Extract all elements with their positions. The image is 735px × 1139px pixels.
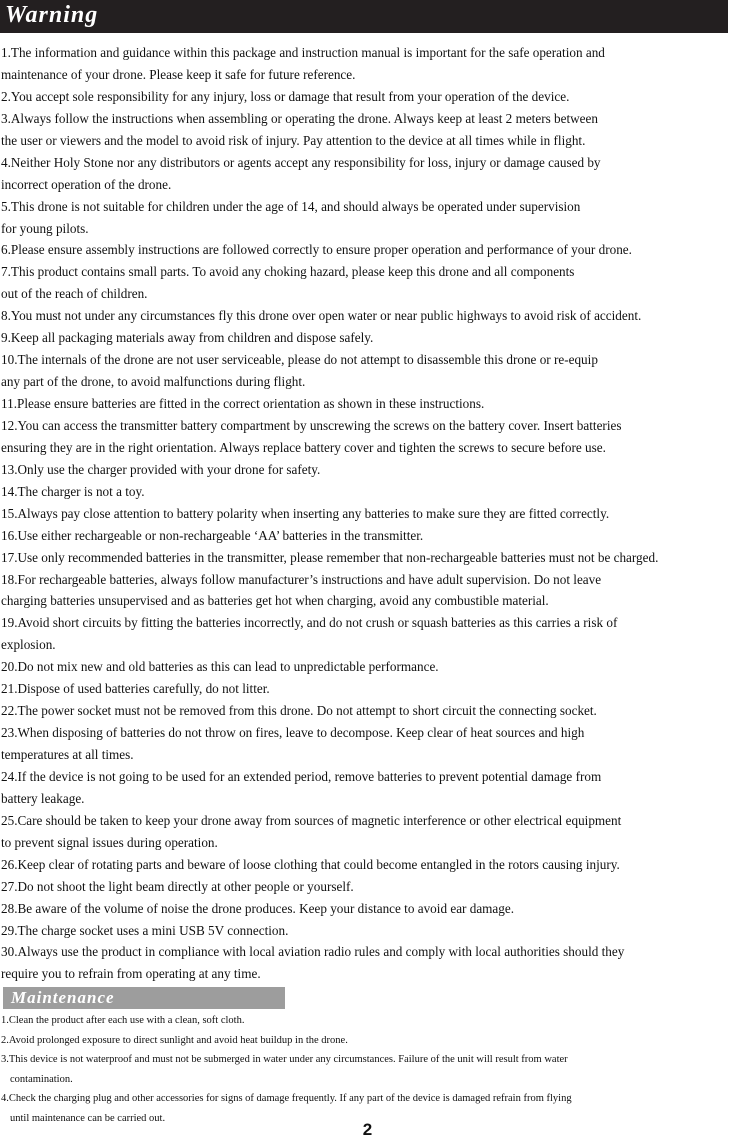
warning-line: 27.Do not shoot the light beam directly at other people or yourself. bbox=[1, 878, 354, 894]
warning-line: 21.Dispose of used batteries carefully, do not litter. bbox=[1, 681, 270, 697]
warning-line: 7.This product contains small parts. To avoid any choking hazard, please keep this drone and all components bbox=[1, 264, 575, 280]
warning-line: 25.Care should be taken to keep your drone away from sources of magnetic interference or other electrical equipment bbox=[1, 812, 622, 828]
warning-line: 2.You accept sole responsibility for any injury, loss or damage that result from your operation of the device. bbox=[1, 88, 570, 104]
warning-line: 6.Please ensure assembly instructions are followed correctly to ensure proper operation and performance of your drone. bbox=[1, 242, 632, 258]
maintenance-heading: Maintenance bbox=[11, 988, 115, 1007]
maintenance-line: contamination. bbox=[10, 1073, 73, 1085]
maintenance-line: 4.Check the charging plug and other accessories for signs of damage frequently. If any part of the device is damaged refrain from flying bbox=[1, 1093, 572, 1105]
warning-line: 11.Please ensure batteries are fitted in the correct orientation as shown in these instructions. bbox=[1, 396, 485, 411]
warning-line: 26.Keep clear of rotating parts and beware of loose clothing that could become entangled in the rotors causing injury. bbox=[1, 856, 620, 872]
maintenance-line: 2.Avoid prolonged exposure to direct sunlight and avoid heat buildup in the drone. bbox=[1, 1034, 348, 1046]
maintenance-line: 1.Clean the product after each use with a clean, soft cloth. bbox=[1, 1015, 245, 1026]
warning-line: 23.When disposing of batteries do not throw on fires, leave to decompose. Keep clear of heat sources and high bbox=[1, 725, 585, 741]
warning-line: for young pilots. bbox=[1, 220, 89, 236]
warning-line: 20.Do not mix new and old batteries as this can lead to unpredictable performance. bbox=[1, 659, 439, 675]
warning-line: explosion. bbox=[1, 637, 56, 653]
warning-line: 14.The charger is not a toy. bbox=[1, 483, 145, 499]
warning-line: 9.Keep all packaging materials away from children and dispose safely. bbox=[1, 330, 374, 346]
warning-line: charging batteries unsupervised and as batteries get hot when charging, avoid any combustible material. bbox=[1, 593, 549, 609]
warning-line: incorrect operation of the drone. bbox=[1, 176, 172, 192]
warning-line: maintenance of your drone. Please keep it safe for future reference. bbox=[1, 66, 356, 82]
warning-line: temperatures at all times. bbox=[1, 747, 134, 762]
warning-line: 28.Be aware of the volume of noise the drone produces. Keep your distance to avoid ear damage. bbox=[1, 900, 515, 916]
warning-line: to prevent signal issues during operation. bbox=[1, 834, 218, 850]
warning-line: any part of the drone, to avoid malfunctions during flight. bbox=[1, 374, 306, 390]
warning-line: 16.Use either rechargeable or non-rechargeable ‘AA’ batteries in the transmitter. bbox=[1, 527, 424, 543]
maintenance-line: 3.This device is not waterproof and must not be submerged in water under any circumstances. Failure of the unit will result from water bbox=[1, 1054, 568, 1066]
warning-line: require you to refrain from operating at any time. bbox=[1, 966, 261, 982]
warning-line: 8.You must not under any circumstances fly this drone over open water or near public highways to avoid risk of accident. bbox=[1, 308, 642, 324]
warning-line: 12.You can access the transmitter battery compartment by unscrewing the screws on the battery cover. Insert batteries bbox=[1, 417, 622, 433]
warning-line: 1.The information and guidance within this package and instruction manual is important for the safe operation and bbox=[1, 45, 605, 60]
maintenance-line: until maintenance can be carried out. bbox=[10, 1112, 166, 1124]
warning-line: 24.If the device is not going to be used for an extended period, remove batteries to prevent potential damage from bbox=[1, 768, 602, 784]
warning-line: 10.The internals of the drone are not user serviceable, please do not attempt to disassemble this drone or re-equip bbox=[1, 352, 598, 368]
warning-line: ensuring they are in the right orientation. Always replace battery cover and tighten the screws to secure before use. bbox=[1, 439, 606, 455]
maintenance-list bbox=[1, 1011, 735, 1129]
warning-line: 5.This drone is not suitable for children under the age of 14, and should always be operated under supervision bbox=[1, 198, 581, 214]
warning-line: 22.The power socket must not be removed from this drone. Do not attempt to short circuit the connecting socket. bbox=[1, 703, 597, 719]
warning-line: out of the reach of children. bbox=[1, 286, 148, 302]
warning-line: 3.Always follow the instructions when assembling or operating the drone. Always keep at least 2 meters between bbox=[1, 110, 598, 126]
page-number: 2 bbox=[362, 1120, 373, 1139]
warning-line: 4.Neither Holy Stone nor any distributors or agents accept any responsibility for loss, injury or damage caused by bbox=[1, 154, 601, 170]
warning-header-bar bbox=[0, 0, 728, 33]
warning-line: 19.Avoid short circuits by fitting the batteries incorrectly, and do not crush or squash batteries as this carries a risk of bbox=[1, 615, 618, 631]
warning-line: 15.Always pay close attention to battery polarity when inserting any batteries to make sure they are fitted correctly. bbox=[1, 505, 610, 521]
warning-line: 18.For rechargeable batteries, always follow manufacturer’s instructions and have adult supervision. Do not leave bbox=[1, 571, 602, 587]
warning-line: battery leakage. bbox=[1, 790, 85, 806]
warning-line: 17.Use only recommended batteries in the transmitter, please remember that non-rechargeable batteries must not be charged. bbox=[1, 549, 659, 565]
warning-line: 29.The charge socket uses a mini USB 5V connection. bbox=[1, 922, 289, 938]
warning-line: 30.Always use the product in compliance with local aviation radio rules and comply with local authorities should they bbox=[1, 944, 625, 960]
warning-list bbox=[1, 42, 735, 985]
warning-line: 13.Only use the charger provided with your drone for safety. bbox=[1, 461, 321, 477]
warning-line: the user or viewers and the model to avoid risk of injury. Pay attention to the device at all times while in flight. bbox=[1, 132, 586, 148]
warning-heading: Warning bbox=[5, 2, 99, 28]
maintenance-header-bar bbox=[3, 987, 285, 1009]
